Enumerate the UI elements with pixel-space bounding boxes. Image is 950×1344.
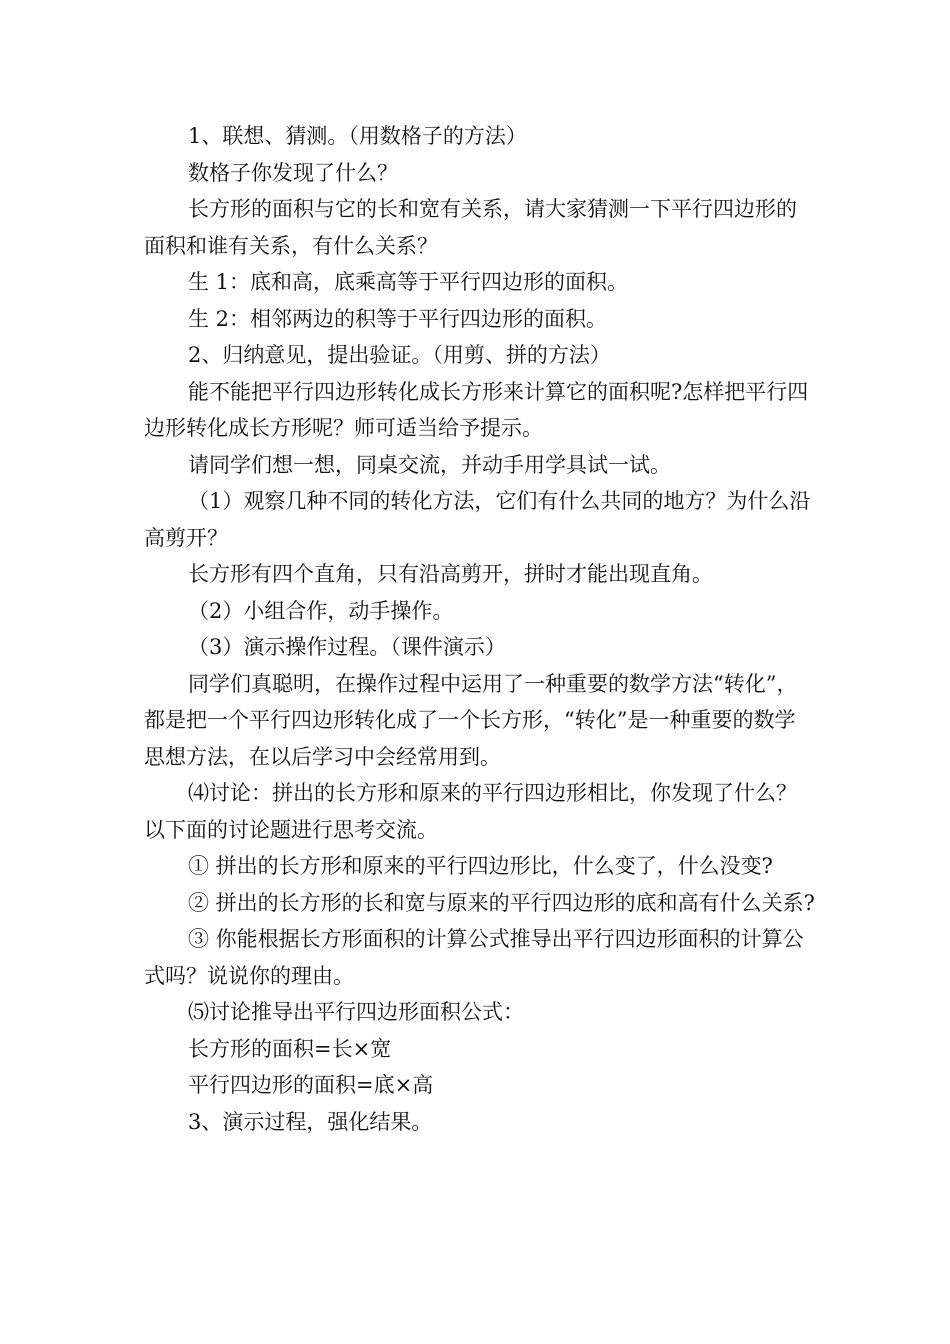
document-body	[144, 118, 816, 1140]
paragraph-question-3: ③ 你能根据长方形面积的计算公式推导出平行四边形面积的计算公式吗？说说你的理由。	[144, 927, 804, 988]
paragraph-guess-prompt: 长方形的面积与它的长和宽有关系，请大家猜测一下平行四边形的面积和谁有关系，有什么关系？	[144, 197, 797, 258]
paragraph-derive-formula: ⑸讨论推导出平行四边形面积公式：	[188, 1000, 524, 1024]
paragraph-question: 数格子你发现了什么？	[188, 160, 398, 185]
paragraph-group-work: （2）小组合作，动手操作。	[188, 598, 454, 623]
paragraph-step1-heading: 1、联想、猜测。（用数格子的方法）	[188, 124, 527, 148]
paragraph-transform-question: 能不能把平行四边形转化成长方形来计算它的面积呢?怎样把平行四边形转化成长方形呢？师可适当给予提示。	[144, 379, 809, 440]
paragraph-question-1: ① 拼出的长方形和原来的平行四边形比，什么变了，什么没变?	[188, 854, 773, 878]
paragraph-observe: （1）观察几种不同的转化方法，它们有什么共同的地方？为什么沿高剪开？	[144, 489, 811, 550]
paragraph-demo: （3）演示操作过程。（课件演示）	[188, 635, 506, 659]
paragraph-try-it: 请同学们想一想，同桌交流，并动手用学具试一试。	[188, 452, 671, 477]
paragraph-parallelogram-formula: 平行四边形的面积=底×高	[188, 1073, 434, 1097]
paragraph-step3-heading: 3、演示过程，强化结果。	[188, 1109, 433, 1134]
paragraph-right-angles: 长方形有四个直角，只有沿高剪开，拼时才能出现直角。	[188, 562, 713, 586]
paragraph-rectangle-formula: 长方形的面积=长×宽	[188, 1036, 392, 1061]
paragraph-discussion: ⑷讨论：拼出的长方形和原来的平行四边形相比，你发现了什么？以下面的讨论题进行思考交流。	[144, 781, 797, 842]
paragraph-student1: 生 1：底和高，底乘高等于平行四边形的面积。	[188, 270, 629, 294]
paragraph-question-2: ② 拼出的长方形的长和宽与原来的平行四边形的底和高有什么关系?	[188, 890, 815, 915]
paragraph-step2-heading: 2、归纳意见，提出验证。（用剪、拼的方法）	[188, 343, 611, 367]
paragraph-transformation-method: 同学们真聪明，在操作过程中运用了一种重要的数学方法“转化”，都是把一个平行四边形转化成了一个长方形，“转化”是一种重要的数学思想方法，在以后学习中会经常用到。	[144, 671, 798, 769]
paragraph-student2: 生 2：相邻两边的积等于平行四边形的面积。	[188, 306, 608, 331]
